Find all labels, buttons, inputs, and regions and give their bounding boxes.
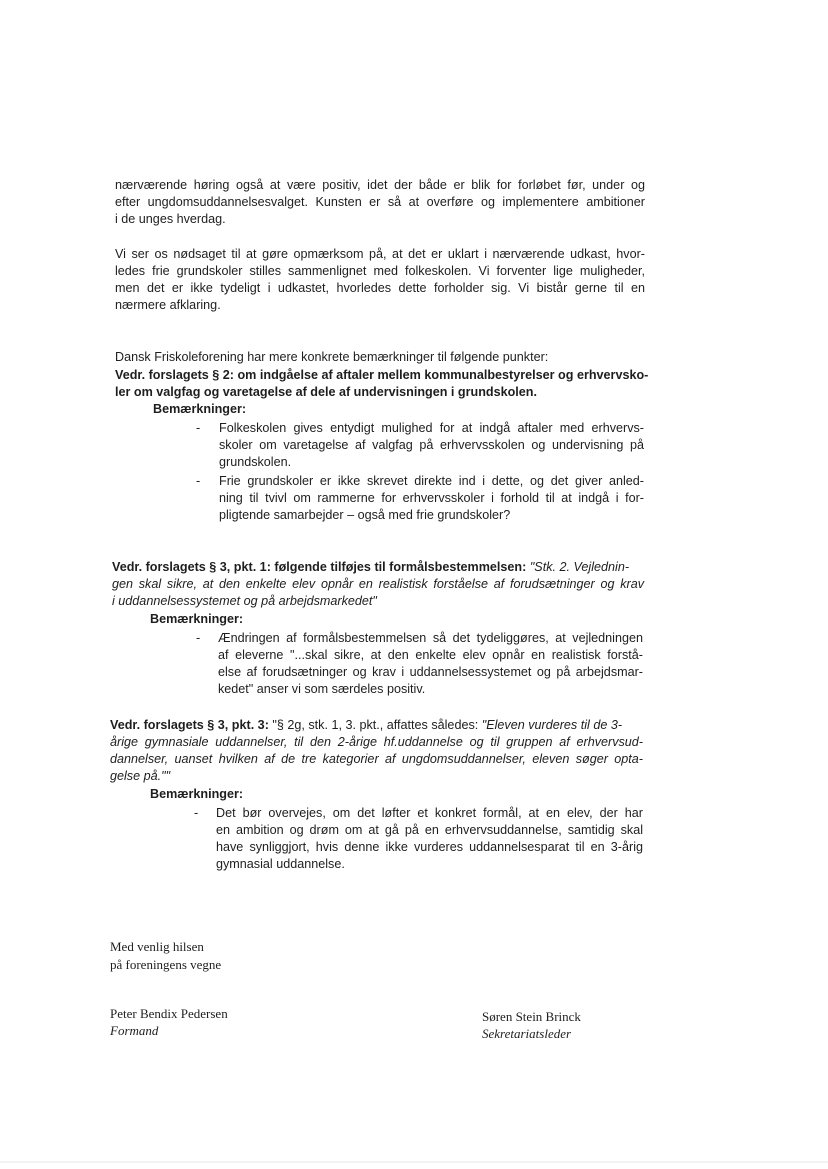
section1-bullet2-line-1: Frie grundskoler er ikke skrevet direkte ind i dette, og det giver anled- bbox=[219, 474, 644, 488]
section2-quote-start: "Stk. 2. Vejlednin- bbox=[529, 560, 630, 574]
closing-line-1: Med venlig hilsen bbox=[110, 939, 204, 954]
section2-bullet-line-2: af eleverne "...skal sikre, at den enkelte elev opnår en realistisk forstå- bbox=[218, 648, 643, 662]
concern-line-2: ledes frie grundskoler stilles sammenlignet med folkeskolen. Vi forventer lige muligheder, bbox=[115, 264, 645, 278]
section3-bullet-line-4: gymnasial uddannelse. bbox=[216, 857, 345, 871]
section2-bullet-line-1: Ændringen af formålsbestemmelsen så det tydeliggøres, at vejledningen bbox=[218, 631, 643, 645]
section1-bullet1-line-3: grundskolen. bbox=[219, 455, 292, 469]
section1-heading-line-1: Vedr. forslagets § 2: om indgåelse af aftaler mellem kommunalbestyrelser og erhvervsko- bbox=[115, 368, 649, 382]
section2-heading-line-1 bbox=[112, 559, 647, 576]
concern-line-4: nærmere afklaring. bbox=[115, 298, 221, 312]
section3-heading-line-1 bbox=[110, 717, 646, 734]
section2-bullet-line-4: kedet" anser vi som særdeles positiv. bbox=[218, 682, 426, 696]
section1-remarks-label: Bemærkninger: bbox=[153, 402, 247, 416]
section2-bullet-line-3: else af forudsætninger og krav i uddannelsessystemet og på arbejdsmar- bbox=[218, 665, 643, 679]
section2-quote-line-1: gen skal sikre, at den enkelte elev opnår en realistisk forståelse af forudsætninger og krav bbox=[112, 577, 644, 591]
section3-quote-line-1: årige gymnasiale uddannelser, til den 2-årige hf.uddannelse og til gruppen af erhvervsud- bbox=[110, 735, 643, 749]
section3-bullet-line-3: have synliggjort, hvis denne ikke vurderes uddannelsesparat til en 3-årig bbox=[216, 840, 643, 854]
signatory-2-title: Sekretariatsleder bbox=[482, 1026, 572, 1041]
section3-bullet-line-1: Det bør overvejes, om det løfter et konkret formål, at en elev, der har bbox=[216, 806, 643, 820]
signatory-2-name: Søren Stein Brinck bbox=[482, 1009, 581, 1024]
section3-quote-line-2: dannelser, uanset hvilken af de tre kategorier af ungdomsuddannelser, eleven søger opta- bbox=[110, 752, 643, 766]
page-bottom-edge bbox=[0, 1161, 828, 1163]
signatory-1-name: Peter Bendix Pedersen bbox=[110, 1006, 228, 1021]
concern-line-1: Vi ser os nødsaget til at gøre opmærksom på, at det er uklart i nærværende udkast, hvor- bbox=[115, 247, 645, 261]
intro-line-2: efter ungdomsuddannelsesvalget. Kunsten er så at overføre og implementere ambitioner bbox=[115, 195, 645, 209]
section2-quote-line-2: i uddannelsessystemet og på arbejdsmarkedet" bbox=[112, 594, 377, 608]
section3-heading-plain: "§ 2g, stk. 1, 3. pkt., affattes således: bbox=[272, 718, 479, 732]
section1-bullet1-line-2: skoler om varetagelse af valgfag på erhvervsskolen og undervisning på bbox=[219, 438, 644, 452]
section1-bullet2-dash: - bbox=[196, 474, 201, 488]
section3-quote-start: "Eleven vurderes til de 3- bbox=[481, 718, 623, 732]
section1-bullet1-dash: - bbox=[196, 421, 201, 435]
concern-line-3: men det er ikke tydeligt i udkastet, hvorledes dette forholder sig. Vi bistår gerne til en bbox=[115, 281, 645, 295]
section3-remarks-label: Bemærkninger: bbox=[150, 787, 244, 801]
intro-line-3: i de unges hverdag. bbox=[115, 212, 226, 226]
section1-bullet1-line-1: Folkeskolen gives entydigt mulighed for at indgå aftaler med erhvervs- bbox=[219, 421, 644, 435]
closing-line-2: på foreningens vegne bbox=[110, 957, 222, 972]
intro-line-1: nærværende høring også at være positiv, idet der både er blik for forløbet før, under og bbox=[115, 178, 645, 192]
section3-heading-bold: Vedr. forslagets § 3, pkt. 3: bbox=[110, 718, 269, 732]
section2-heading-bold: Vedr. forslagets § 3, pkt. 1: følgende tilføjes til formålsbestemmelsen: bbox=[112, 560, 527, 574]
signatory-1-title: Formand bbox=[110, 1023, 159, 1038]
points-intro: Dansk Friskoleforening har mere konkrete bemærkninger til følgende punkter: bbox=[115, 350, 549, 364]
section1-heading-line-2: ler om valgfag og varetagelse af dele af undervisningen i grundskolen. bbox=[115, 385, 538, 399]
section3-bullet-dash: - bbox=[194, 806, 199, 820]
section2-bullet-dash: - bbox=[196, 631, 201, 645]
section1-bullet2-line-3: pligtende samarbejder – også med frie grundskoler? bbox=[219, 508, 511, 522]
section2-remarks-label: Bemærkninger: bbox=[150, 612, 244, 626]
section3-quote-line-3: gelse på."" bbox=[110, 769, 171, 783]
section1-bullet2-line-2: ning til tvivl om rammerne for erhvervsskoler i forhold til at indgå i for- bbox=[219, 491, 644, 505]
section3-bullet-line-2: en ambition og drøm om at gå på en erhvervsuddannelse, samtidig skal bbox=[216, 823, 643, 837]
